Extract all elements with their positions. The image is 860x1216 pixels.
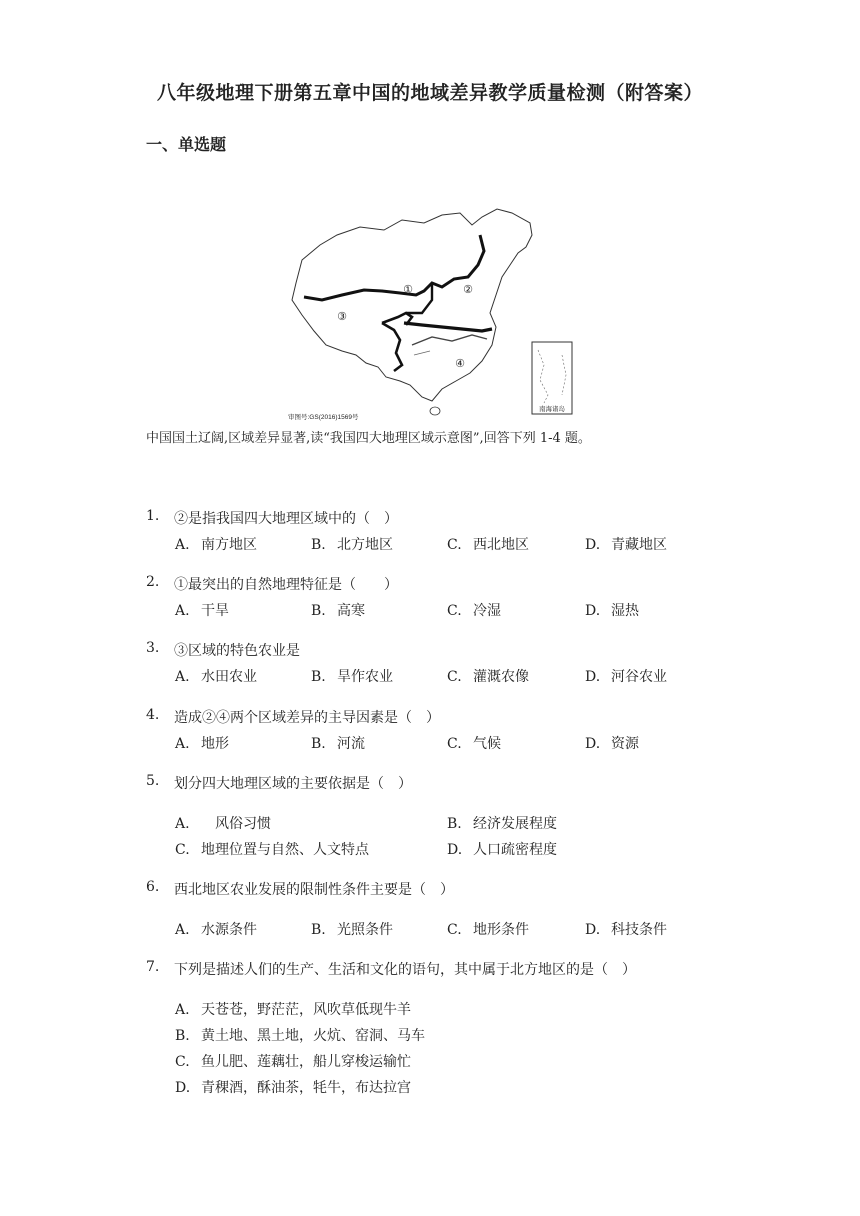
option-c[interactable]: C. 冷湿 — [447, 603, 501, 619]
option-c[interactable]: C. 地理位置与自然、人文特点 — [175, 842, 369, 858]
question-number: 5. — [146, 773, 160, 789]
option-d[interactable]: D. 科技条件 — [585, 922, 667, 938]
inset-label: 南海诸岛 — [539, 405, 565, 413]
question-stem: ②是指我国四大地理区域中的（ ） — [174, 511, 398, 527]
option-a[interactable]: A. 水源条件 — [175, 922, 257, 938]
question-stem: 下列是描述人们的生产、生活和文化的语句，其中属于北方地区的是（ ） — [174, 962, 636, 978]
question-number: 7. — [146, 959, 160, 975]
question-number: 2. — [146, 574, 160, 590]
option-b[interactable]: B. 北方地区 — [311, 537, 393, 553]
question-number: 4. — [146, 707, 160, 723]
south-china-sea-inset — [532, 342, 572, 414]
map-label-2: ② — [463, 283, 473, 296]
question-stem: 划分四大地理区域的主要依据是（ ） — [174, 776, 412, 792]
option-b[interactable]: B. 河流 — [311, 736, 365, 752]
option-b[interactable]: B. 光照条件 — [311, 922, 393, 938]
china-regions-map — [282, 205, 578, 423]
option-d[interactable]: D. 青稞酒，酥油茶，牦牛，布达拉宫 — [175, 1080, 411, 1096]
option-d[interactable]: D. 河谷农业 — [585, 669, 667, 685]
question-stem: 西北地区农业发展的限制性条件主要是（ ） — [174, 882, 454, 898]
question-number: 3. — [146, 640, 160, 656]
option-c[interactable]: C. 灌溉农像 — [447, 669, 529, 685]
option-a[interactable]: A. 天苍苍，野茫茫，风吹草低现牛羊 — [175, 1002, 411, 1018]
map-label-3: ③ — [337, 310, 347, 323]
option-d[interactable]: D. 湿热 — [585, 603, 639, 619]
map-approval-number: 审图号:GS(2016)1569号 — [288, 414, 359, 421]
question-intro: 中国国土辽阔,区域差异显著,读“我国四大地理区域示意图”,回答下列 1-4 题。 — [146, 431, 591, 446]
china-outline — [292, 209, 532, 401]
option-c[interactable]: C. 气候 — [447, 736, 501, 752]
question-stem: ③区域的特色农业是 — [174, 643, 300, 659]
option-a[interactable]: A. 地形 — [175, 736, 229, 752]
option-d[interactable]: D. 青藏地区 — [585, 537, 667, 553]
question-stem: ①最突出的自然地理特征是（ ） — [174, 577, 398, 593]
option-d[interactable]: D. 人口疏密程度 — [447, 842, 557, 858]
section-heading: 一、单选题 — [146, 135, 227, 154]
option-a[interactable]: A. 南方地区 — [175, 537, 257, 553]
option-c[interactable]: C. 西北地区 — [447, 537, 529, 553]
document-title: 八年级地理下册第五章中国的地域差异教学质量检测（附答案） — [156, 82, 703, 104]
option-b[interactable]: B. 经济发展程度 — [447, 816, 557, 832]
option-c[interactable]: C. 地形条件 — [447, 922, 529, 938]
option-b[interactable]: B. 高寒 — [311, 603, 365, 619]
option-b[interactable]: B. 黄土地、黑土地，火炕、窑洞、马车 — [175, 1028, 425, 1044]
question-stem: 造成②④两个区域差异的主导因素是（ ） — [174, 710, 440, 726]
option-d[interactable]: D. 资源 — [585, 736, 639, 752]
question-number: 1. — [146, 508, 160, 524]
option-b[interactable]: B. 旱作农业 — [311, 669, 393, 685]
option-a[interactable]: A. 干旱 — [175, 603, 229, 619]
question-number: 6. — [146, 879, 160, 895]
option-a[interactable]: A. 水田农业 — [175, 669, 257, 685]
map-label-4: ④ — [455, 357, 465, 370]
map-label-1: ① — [403, 283, 413, 296]
option-a[interactable]: A. 风俗习惯 — [175, 816, 271, 832]
option-c[interactable]: C. 鱼儿肥、莲藕壮，船儿穿梭运输忙 — [175, 1054, 411, 1070]
